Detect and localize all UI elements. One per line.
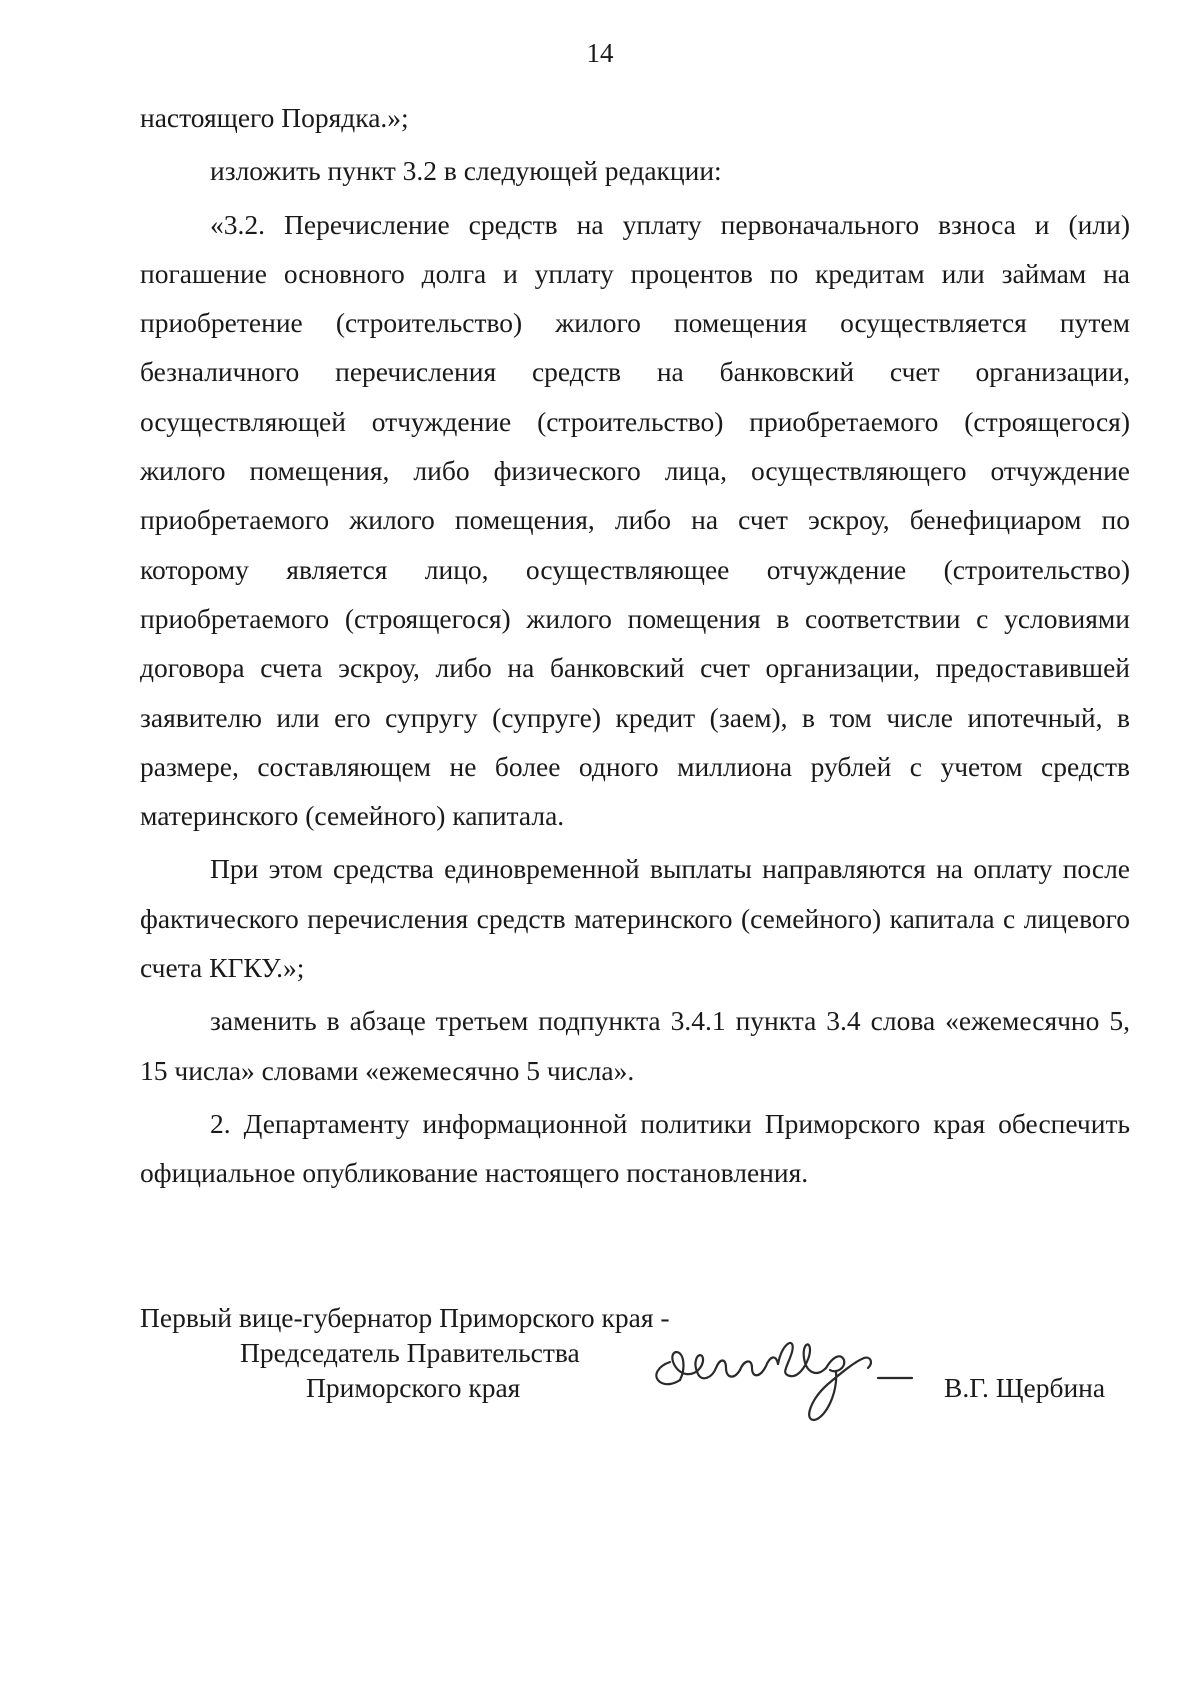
signer-position-line2: Председатель Правительства <box>240 1337 580 1368</box>
document-body <box>140 93 1130 1198</box>
signature-block <box>140 1300 1140 1420</box>
signer-position-line3: Приморского края <box>306 1372 521 1403</box>
paragraph-replace-3-4-1: заменить в абзаце третьем подпункта 3.4.1 пункта 3.4 слова «ежемесячно 5, 15 числа» словами «ежемесячно 5 числа». <box>140 1005 1130 1086</box>
paragraph-clause-3-2: «3.2. Перечисление средств на уплату первоначального взноса и (или) погашение основного долга и уплату процентов по кредитам или займам на приобретение (строительство) жилого помещения осуществляется путем безналичного перечисления средств на банковский счет организации, осуществляющей отчуждение (строительство) приобретаемого (строящегося) жилого помещения, либо физического лица, осуществляющего отчуждение приобретаемого жилого помещения, либо на счет эскроу, бенефициаром по которому является лицо, осуществляющее отчуждение (строительство) приобретаемого (строящегося) жилого помещения в соответствии с условиями договора счета эскроу, либо на банковский счет организации, предоставившей заявителю или его супругу (супруге) кредит (заем), в том числе ипотечный, в размере, составляющем не более одного миллиона рублей с учетом средств материнского (семейного) капитала. <box>140 208 1130 832</box>
signer-name: В.Г. Щербина <box>944 1372 1106 1403</box>
page-number: 14 <box>586 38 614 68</box>
handwritten-signature <box>640 1322 920 1432</box>
paragraph-continuation: настоящего Порядка.»; <box>140 102 409 133</box>
paragraph-single-payment: При этом средства единовременной выплаты направляются на оплату после фактического перечисления средств материнского (семейного) капитала с лицевого счета КГКУ.»; <box>140 853 1130 984</box>
paragraph-amend-3-2: изложить пункт 3.2 в следующей редакции: <box>210 155 722 187</box>
signer-position-line1: Первый вице-губернатор Приморского края - <box>140 1302 670 1333</box>
paragraph-publication: 2. Департаменту информационной политики Приморского края обеспечить официальное опубликование настоящего постановления. <box>140 1107 1130 1189</box>
